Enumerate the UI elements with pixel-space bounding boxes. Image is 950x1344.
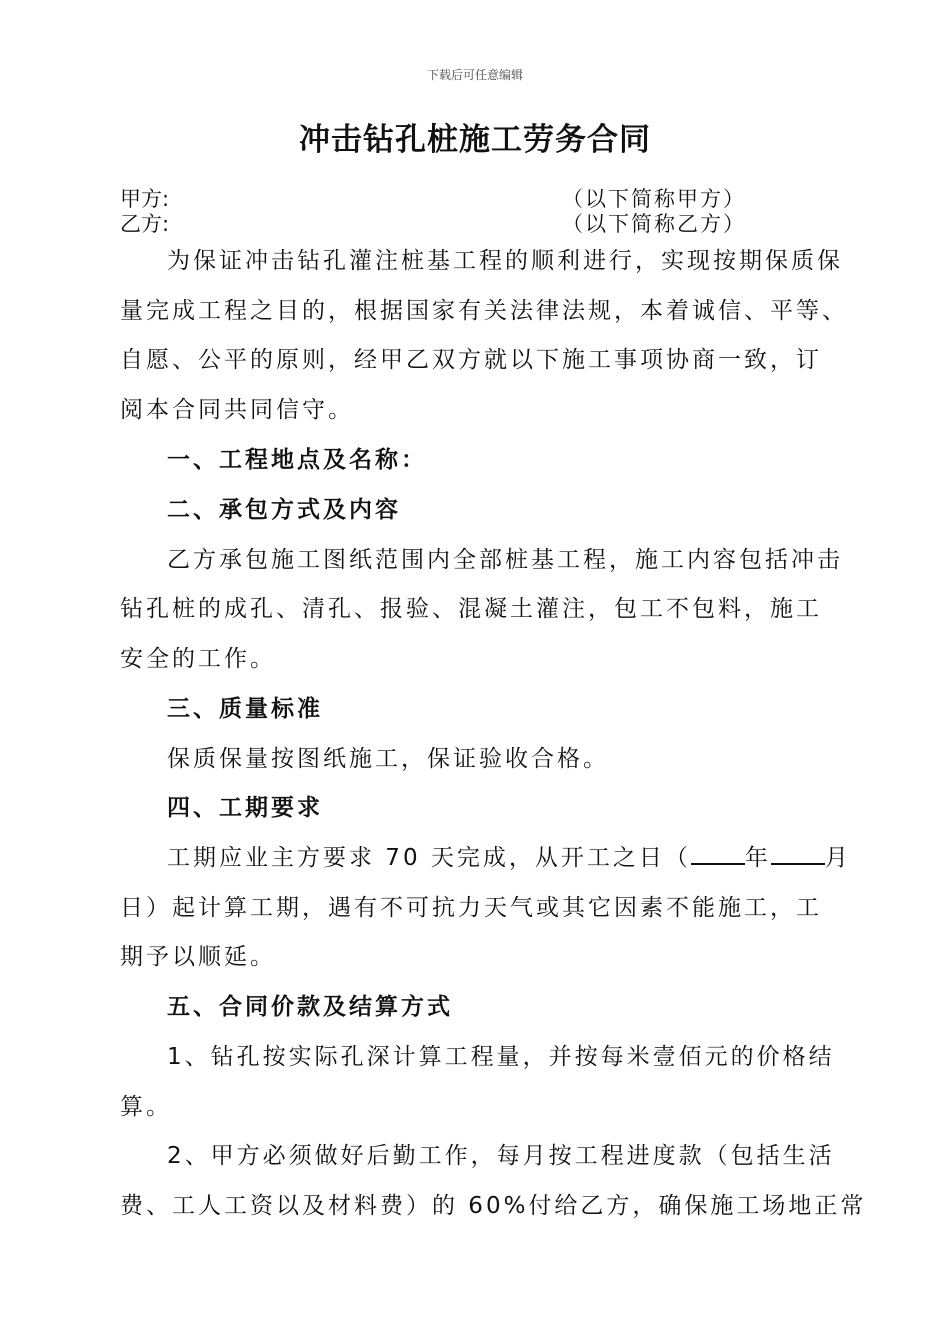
section-4-line-2: 日）起计算工期，遇有不可抗力天气或其它因素不能施工，工: [120, 895, 822, 921]
section-3-heading: 三、质量标准: [167, 696, 323, 722]
intro-line-2: 量完成工程之目的，根据国家有关法律法规，本着诚信、平等、: [120, 298, 848, 324]
intro-line-3: 自愿、公平的原则，经甲乙双方就以下施工事项协商一致，订: [120, 347, 822, 373]
party-a-note: （以下简称甲方）: [562, 187, 746, 211]
section-5-heading: 五、合同价款及结算方式: [167, 994, 453, 1020]
section-4-line-1: [167, 834, 897, 884]
year-blank: [691, 843, 745, 865]
party-b-row: [120, 211, 760, 237]
section-2-line-2: 钻孔桩的成孔、清孔、报验、混凝土灌注，包工不包料，施工: [120, 596, 822, 622]
year-label: 年: [744, 845, 771, 871]
section-3-line: 保质保量按图纸施工，保证验收合格。: [167, 746, 609, 772]
header-note: 下载后可任意编辑: [426, 68, 523, 82]
section-4-line-1-text: 工期应业主方要求 70 天完成，从开工之日（: [167, 845, 691, 871]
section-2-heading: 二、承包方式及内容: [167, 497, 401, 523]
section-4-heading: 四、工期要求: [167, 795, 323, 821]
section-4-line-3: 期予以顺延。: [120, 944, 276, 970]
intro-line-1: 为保证冲击钻孔灌注桩基工程的顺利进行，实现按期保质保: [167, 248, 843, 274]
month-label: 月: [824, 845, 851, 871]
section-5-item-1-line-1: 1、钻孔按实际孔深计算工程量，并按每米壹佰元的价格结: [167, 1044, 835, 1070]
party-a-row: [120, 186, 760, 212]
intro-line-4: 阅本合同共同信守。: [120, 397, 354, 423]
section-2-line-3: 安全的工作。: [120, 646, 276, 672]
party-a-label: 甲方:: [120, 187, 170, 211]
party-b-note: （以下简称乙方）: [562, 212, 746, 236]
section-5-item-2-line-1: 2、甲方必须做好后勤工作，每月按工程进度款（包括生活: [167, 1143, 835, 1169]
month-blank: [771, 843, 825, 865]
section-5-item-2-line-2: 费、工人工资以及材料费）的 60%付给乙方，确保施工场地正常: [120, 1193, 867, 1219]
party-b-label: 乙方:: [120, 212, 170, 236]
section-1-heading: 一、工程地点及名称：: [167, 447, 427, 473]
section-5-item-1-line-2: 算。: [120, 1094, 172, 1120]
section-2-line-1: 乙方承包施工图纸范围内全部桩基工程，施工内容包括冲击: [167, 547, 843, 573]
document-title: 冲击钻孔桩施工劳务合同: [299, 122, 651, 158]
